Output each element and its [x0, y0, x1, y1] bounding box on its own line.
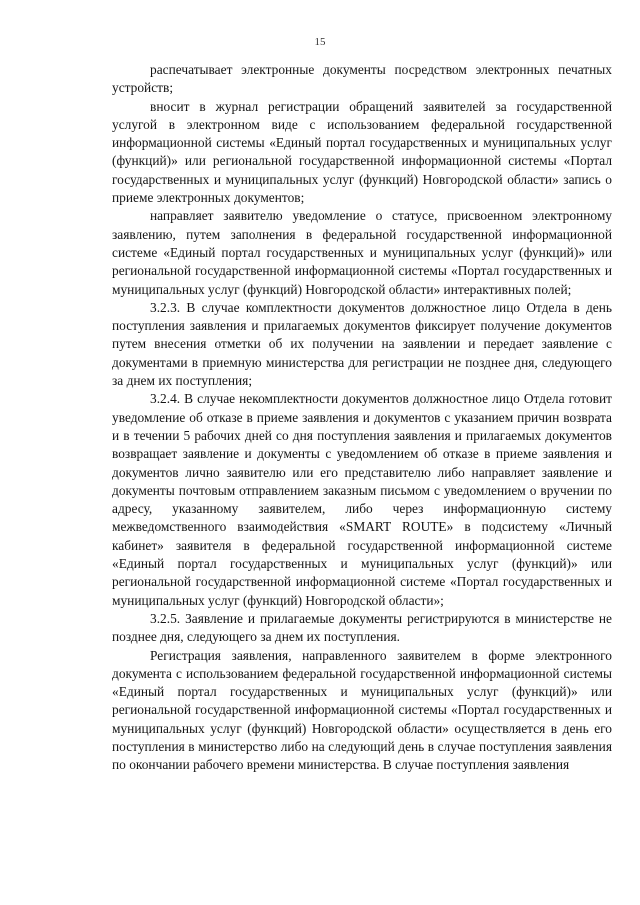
paragraph-status-notification: направляет заявителю уведомление о статусе, присвоенном электронному заявлению, путем заполнения в федеральной государственной информационной системе «Единый портал государственных и муниципальных услуг (функций)» или региональной государственной информационной системы «Портал государственных и муниципальных услуг (функций) Новгородской области» интерактивных полей; — [112, 208, 612, 297]
paragraph-3-2-3: 3.2.3. В случае комплектности документов должностное лицо Отдела в день поступления заявления и прилагаемых документов фиксирует получение документов путем внесения отметки об их получении на заявлении и передает заявление с документами в приемную министерства для регистрации не позднее дня, следующего за днем их поступления; — [112, 299, 612, 389]
paragraph-register-journal: вносит в журнал регистрации обращений заявителей за государственной услугой в электронном виде с использованием федеральной государственной информационной системы «Единый портал государственных и муниципальных услуг (функций)» или региональной государственной информационной системы «Портал государственных и муниципальных услуг (функций) Новгородской области» запись о приеме электронных документов; — [112, 98, 612, 206]
page-number: 15 — [314, 36, 326, 48]
paragraph-3-2-5: 3.2.5. Заявление и прилагаемые документы регистрируются в министерстве не позднее дня, следующего за днем их поступления. — [112, 610, 612, 645]
paragraph-print-documents: распечатывает электронные документы посредством электронных печатных устройств; — [112, 62, 612, 96]
paragraph-electronic-registration: Регистрация заявления, направленного заявителем в форме электронного документа с использованием федеральной государственной информационной системы «Единый портал государственных и муниципальных услуг (функций)» или региональной государственной информационной системы «Портал государственных и муниципальных услуг (функций) Новгородской области» осуществляется в день его поступления в министерство либо на следующий день в случае поступления заявления по окончании рабочего времени министерства. В случае поступления заявления — [112, 647, 612, 773]
document-body — [112, 61, 612, 775]
paragraph-3-2-4: 3.2.4. В случае некомплектности документов должностное лицо Отдела готовит уведомление об отказе в приеме заявления и документов с указанием причин возврата и в течении 5 рабочих дней со дня поступления заявления и прилагаемых документов возвращает заявление и документы с уведомлением об отказе в приеме заявления и документов лично заявителю или его представителю либо направляет заявление и документы почтовым отправлением заказным письмом с уведомлением о вручении по адресу, указанному заявителем, либо через информационную систему межведомственного взаимодействия «SMART ROUTE» в подсистему «Личный кабинет» заявителя в федеральной государственной информационной системе «Единый портал государственных и муниципальных услуг (функций)» или региональной государственной информационной системе «Портал государственных и муниципальных услуг (функций) Новгородской области»; — [112, 391, 612, 608]
